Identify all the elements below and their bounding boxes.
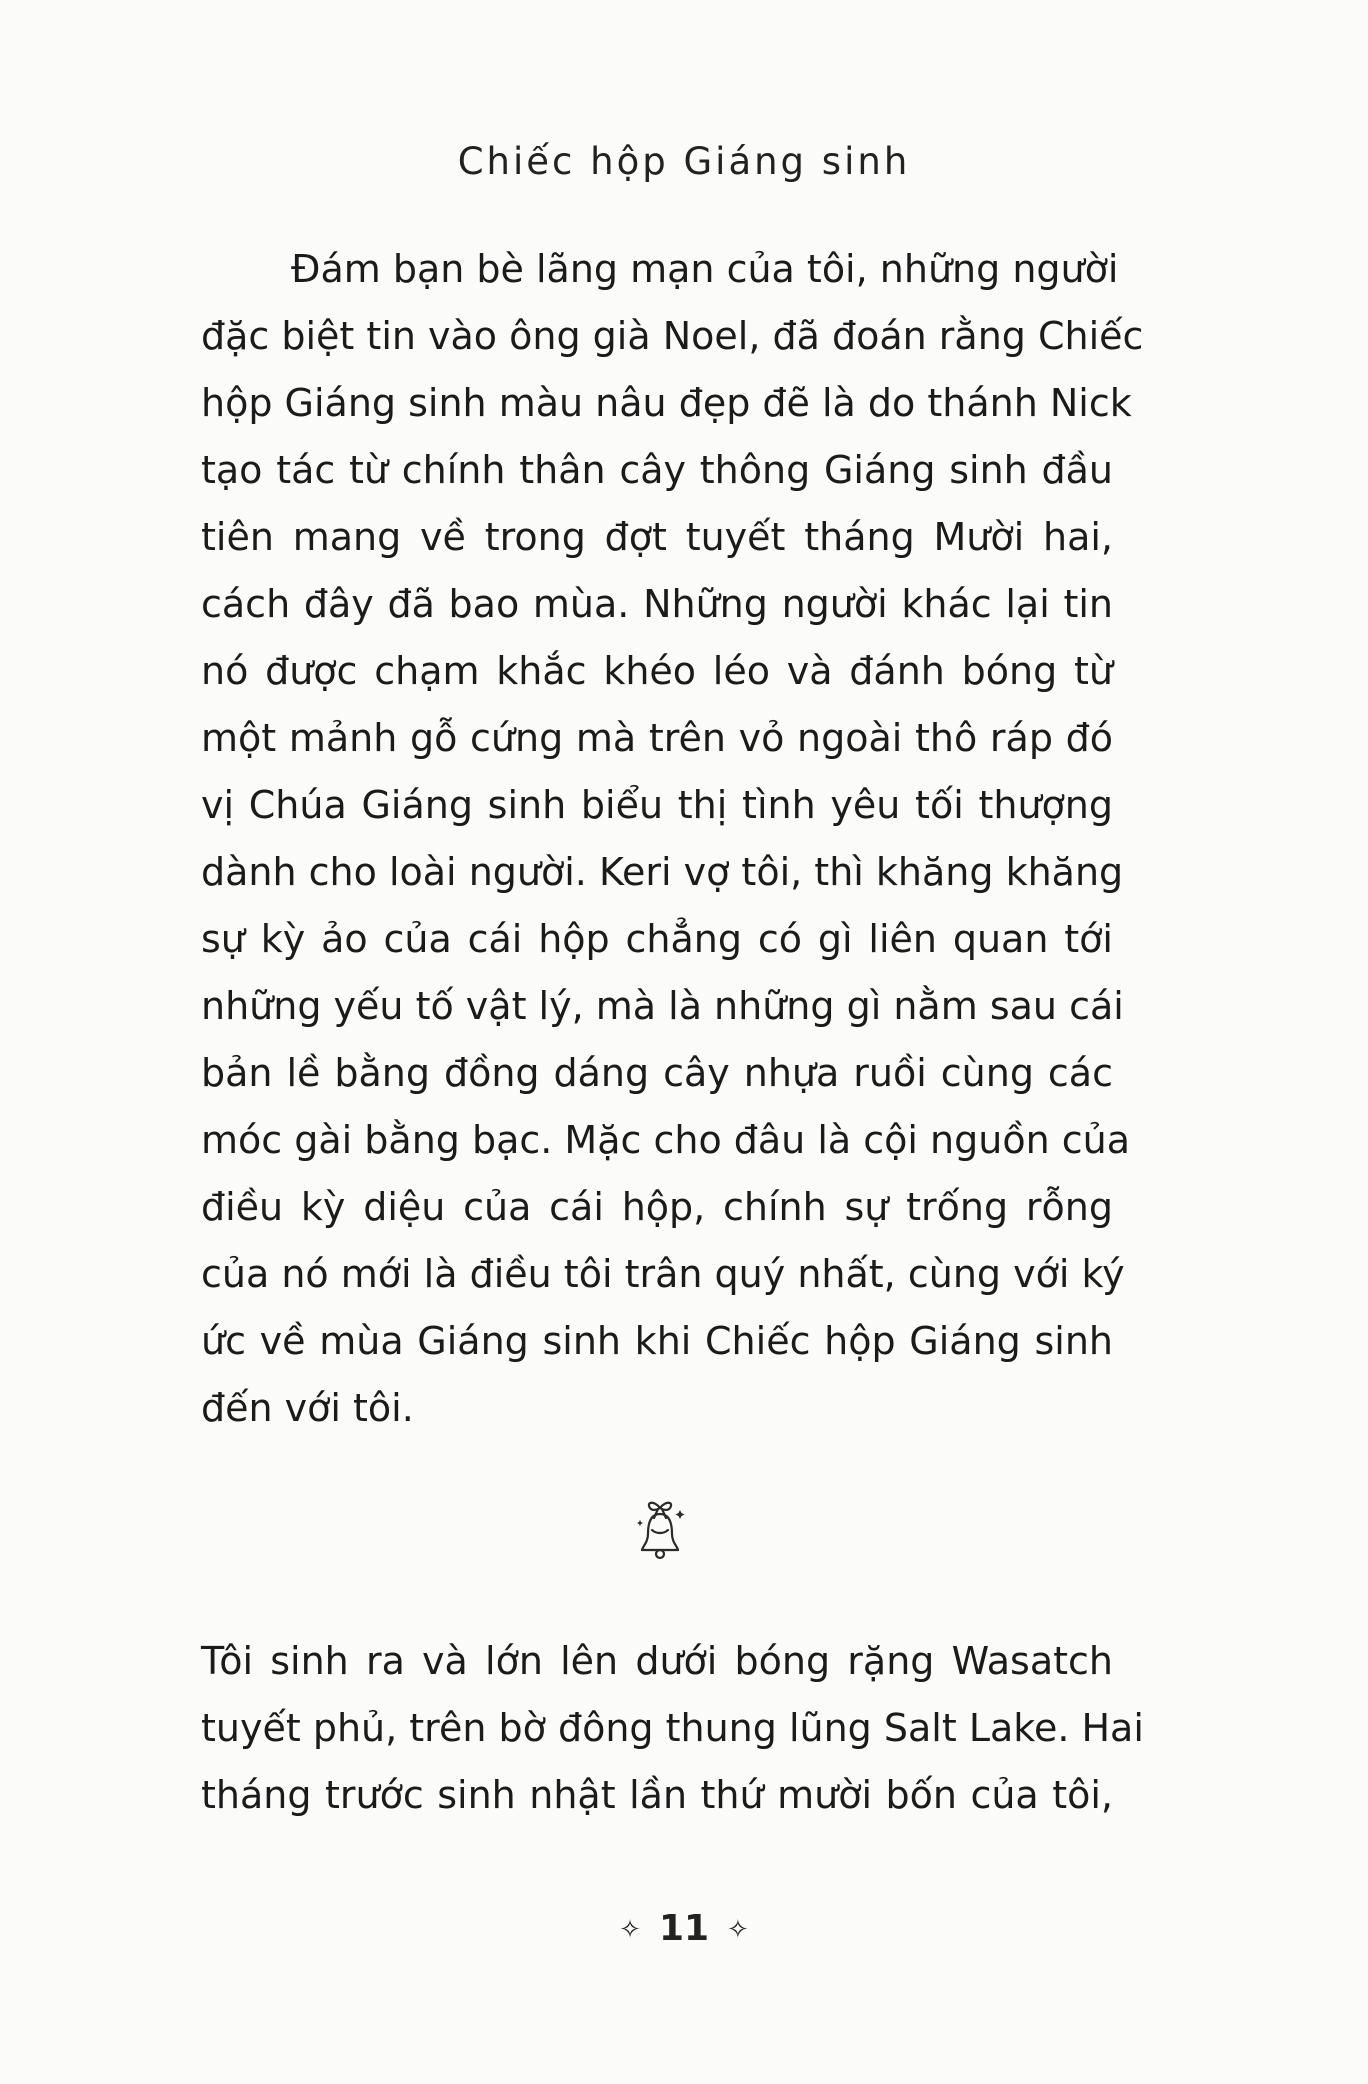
text-line: Đám bạn bè lãng mạn của tôi, những người (291, 247, 1119, 291)
text-line: bản lề bằng đồng dáng cây nhựa ruồi cùng các (201, 1051, 1113, 1095)
text-line: những yếu tố vật lý, mà là những gì nằm sau cái (201, 984, 1124, 1028)
text-line: đặc biệt tin vào ông già Noel, đã đoán rằng Chiếc (201, 314, 1144, 358)
paragraph-1 (201, 236, 1144, 1442)
sparkle-icon: ✧ (619, 1915, 641, 1945)
text-line: Tôi sinh ra và lớn lên dưới bóng rặng Wasatch (201, 1639, 1113, 1683)
sparkle-icon: ✧ (727, 1915, 749, 1945)
text-line: tạo tác từ chính thân cây thông Giáng sinh đầu (201, 448, 1113, 492)
text-line: tháng trước sinh nhật lần thứ mười bốn của tôi, (201, 1773, 1113, 1817)
bell-icon (634, 1494, 686, 1564)
text-line: tiên mang về trong đợt tuyết tháng Mười hai, (201, 515, 1113, 559)
page-footer (0, 1908, 1368, 1949)
text-line: ức về mùa Giáng sinh khi Chiếc hộp Giáng sinh (201, 1319, 1113, 1363)
text-line: dành cho loài người. Keri vợ tôi, thì khăng khăng (201, 850, 1124, 894)
text-line: vị Chúa Giáng sinh biểu thị tình yêu tối thượng (201, 783, 1113, 827)
text-line: sự kỳ ảo của cái hộp chẳng có gì liên quan tới (201, 917, 1113, 961)
text-line: của nó mới là điều tôi trân quý nhất, cùng với ký (201, 1252, 1125, 1296)
text-line: móc gài bằng bạc. Mặc cho đâu là cội nguồn của (201, 1118, 1131, 1162)
text-line: đến với tôi. (201, 1386, 414, 1430)
paragraph-2 (201, 1628, 1144, 1829)
text-line: cách đây đã bao mùa. Những người khác lại tin (201, 582, 1113, 626)
text-line: hộp Giáng sinh màu nâu đẹp đẽ là do thánh Nick (201, 381, 1132, 425)
text-line: tuyết phủ, trên bờ đông thung lũng Salt Lake. Hai (201, 1706, 1144, 1750)
text-line: một mảnh gỗ cứng mà trên vỏ ngoài thô ráp đó (201, 716, 1113, 760)
running-title: Chiếc hộp Giáng sinh (457, 140, 911, 183)
page-number: 11 (658, 1908, 710, 1949)
text-line: nó được chạm khắc khéo léo và đánh bóng từ (201, 649, 1113, 693)
text-line: điều kỳ diệu của cái hộp, chính sự trống rỗng (201, 1185, 1113, 1229)
